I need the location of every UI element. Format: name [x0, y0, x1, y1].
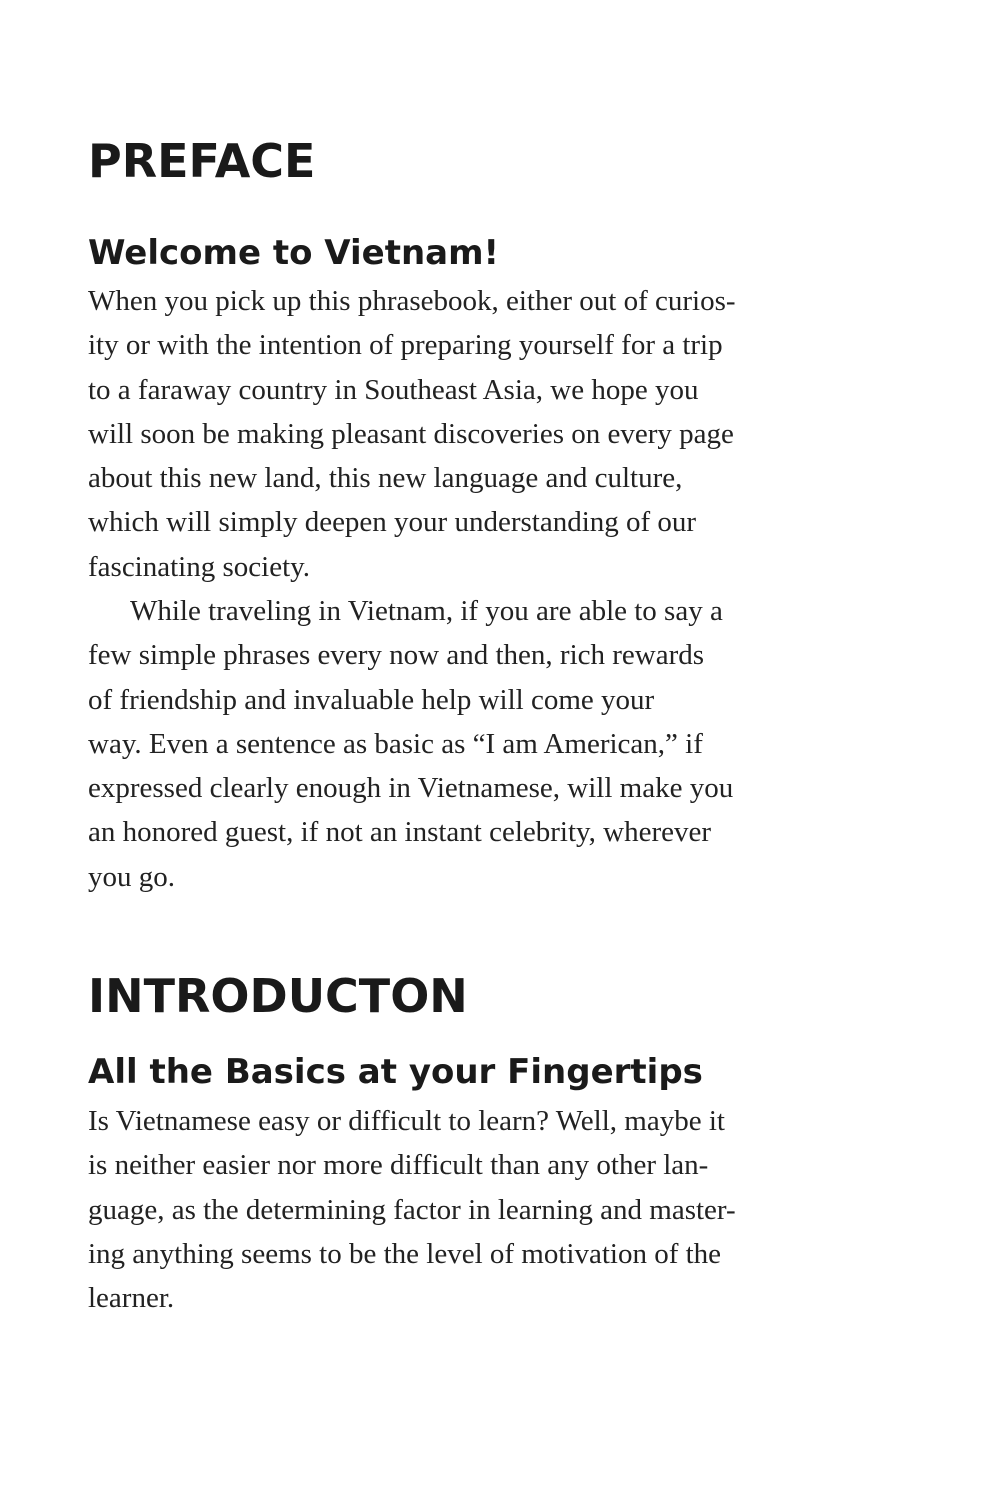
text-line: which will simply deepen your understanding of our: [88, 506, 697, 539]
text-line: expressed clearly enough in Vietnamese, will make you: [88, 772, 734, 805]
text-line: about this new land, this new language and culture,: [88, 462, 683, 495]
introduction-paragraph-1: [88, 1099, 888, 1320]
text-line: ing anything seems to be the level of motivation of the: [88, 1237, 722, 1270]
text-line: guage, as the determining factor in learning and master-: [88, 1193, 736, 1226]
text-line: you go.: [88, 860, 175, 893]
preface-paragraph-2: [88, 589, 888, 899]
introduction-subheading: All the Basics at your Fingertips: [88, 1052, 703, 1092]
text-line: ity or with the intention of preparing yourself for a trip: [88, 329, 723, 362]
introduction-heading: INTRODUCTON: [88, 969, 468, 1023]
text-line: to a faraway country in Southeast Asia, we hope you: [88, 373, 699, 406]
text-line: Is Vietnamese easy or difficult to learn? Well, maybe it: [88, 1105, 725, 1137]
preface-paragraph-1: [88, 279, 888, 589]
text-line: will soon be making pleasant discoveries on every page: [88, 417, 734, 450]
text-line: When you pick up this phrasebook, either out of curios-: [88, 285, 736, 317]
text-line: fascinating society.: [88, 550, 310, 583]
text-line: of friendship and invaluable help will come your: [88, 683, 655, 716]
text-line: learner.: [88, 1282, 175, 1315]
text-line: an honored guest, if not an instant celebrity, wherever: [88, 816, 712, 849]
text-line: is neither easier nor more difficult than any other lan-: [88, 1149, 709, 1182]
text-line: While traveling in Vietnam, if you are able to say a: [130, 595, 723, 627]
text-line: way. Even a sentence as basic as “I am American,” if: [88, 727, 703, 760]
text-line: few simple phrases every now and then, rich rewards: [88, 639, 705, 672]
preface-heading: PREFACE: [88, 134, 316, 188]
preface-subheading: Welcome to Vietnam!: [88, 233, 500, 273]
